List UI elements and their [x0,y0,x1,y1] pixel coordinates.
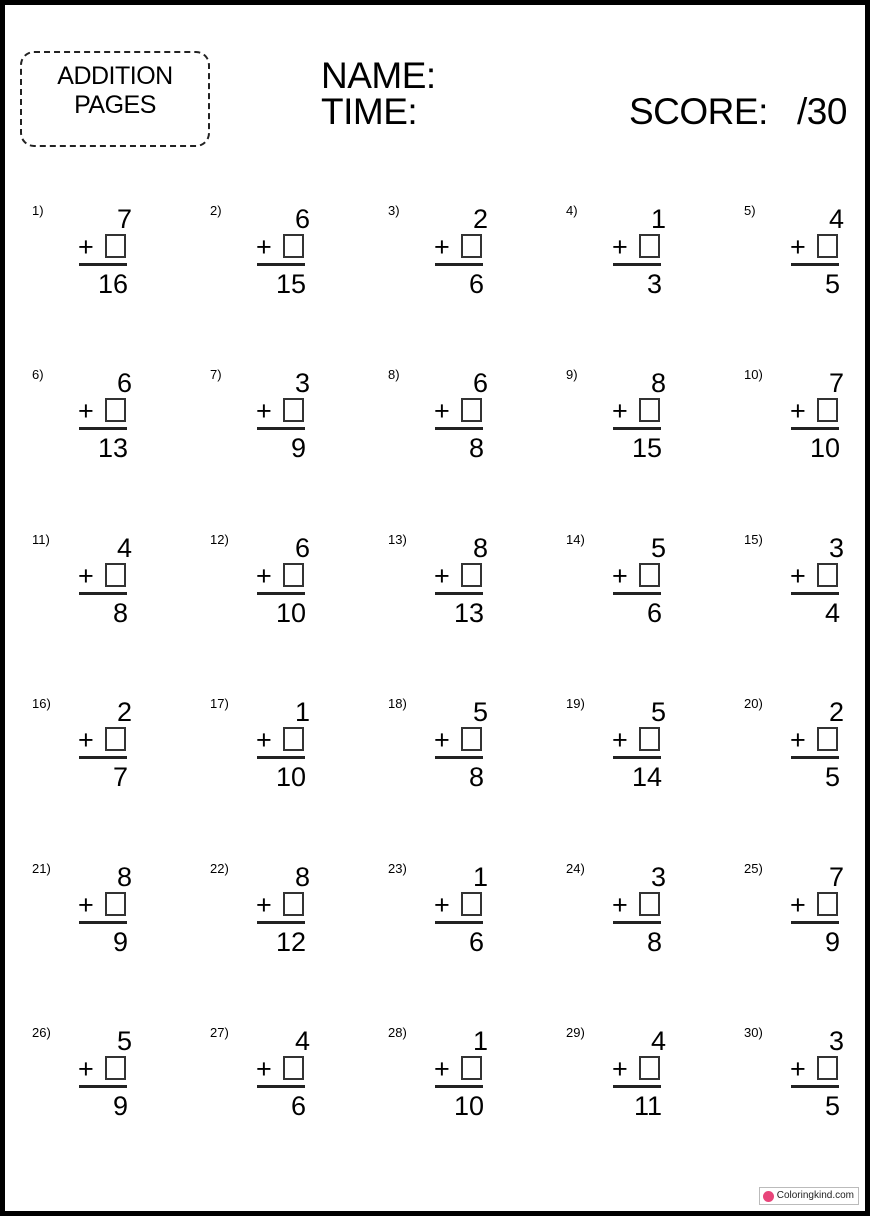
sum-rule [257,263,305,266]
addend: 4 [650,1026,666,1056]
sum: 8 [468,762,484,792]
plus-sign: + [434,232,450,262]
plus-sign: + [78,890,94,920]
sum-rule [613,1085,661,1088]
plus-sign: + [434,561,450,591]
addend: 5 [472,697,488,727]
answer-box[interactable] [817,892,838,916]
problem-1 [32,203,132,323]
answer-box[interactable] [283,892,304,916]
addend: 6 [294,533,310,563]
sum: 12 [275,927,306,957]
answer-box[interactable] [283,234,304,258]
problem-30 [744,1025,844,1145]
sum: 6 [468,269,484,299]
problem-number: 13) [388,532,407,547]
problem-3 [388,203,488,323]
addend: 3 [828,533,844,563]
sum: 5 [824,1091,840,1121]
problem-number: 6) [32,367,44,382]
answer-box[interactable] [105,234,126,258]
problem-number: 14) [566,532,585,547]
plus-sign: + [612,561,628,591]
sum-rule [79,1085,127,1088]
problem-number: 8) [388,367,400,382]
plus-sign: + [78,1054,94,1084]
problem-25 [744,861,844,981]
sum: 4 [824,598,840,628]
sum: 15 [275,269,306,299]
problem-number: 28) [388,1025,407,1040]
sum: 6 [468,927,484,957]
problem-number: 2) [210,203,222,218]
score-total: /30 [797,91,847,132]
plus-sign: + [434,890,450,920]
sum-rule [435,263,483,266]
addend: 6 [116,368,132,398]
plus-sign: + [790,725,806,755]
problem-number: 4) [566,203,578,218]
problem-11 [32,532,132,652]
sum-rule [79,427,127,430]
answer-box[interactable] [105,563,126,587]
sum-rule [791,921,839,924]
plus-sign: + [612,232,628,262]
sum: 14 [631,762,662,792]
sum-rule [791,756,839,759]
sum: 13 [97,433,128,463]
sum-rule [79,592,127,595]
problem-13 [388,532,488,652]
sum-rule [613,263,661,266]
problem-18 [388,696,488,816]
addend: 2 [472,204,488,234]
sum-rule [257,427,305,430]
addend: 7 [828,862,844,892]
addend: 8 [472,533,488,563]
sum-rule [257,1085,305,1088]
addend: 3 [294,368,310,398]
addend: 8 [650,368,666,398]
problem-21 [32,861,132,981]
plus-sign: + [612,890,628,920]
watermark-logo-icon [763,1191,774,1202]
sum-rule [613,427,661,430]
watermark-text: Coloringkind.com [776,1190,854,1201]
problem-19 [566,696,666,816]
problem-number: 19) [566,696,585,711]
sum-rule [791,427,839,430]
sum: 5 [824,269,840,299]
sum-rule [435,592,483,595]
addend: 7 [828,368,844,398]
problem-number: 9) [566,367,578,382]
name-label: NAME: [321,55,436,96]
plus-sign: + [256,890,272,920]
sum: 6 [646,598,662,628]
problem-20 [744,696,844,816]
problem-22 [210,861,310,981]
sum-rule [257,756,305,759]
plus-sign: + [790,396,806,426]
addend: 5 [116,1026,132,1056]
sum: 5 [824,762,840,792]
addend: 8 [294,862,310,892]
problem-16 [32,696,132,816]
problem-2 [210,203,310,323]
answer-box[interactable] [105,398,126,422]
answer-box[interactable] [817,727,838,751]
addend: 7 [116,204,132,234]
problem-number: 15) [744,532,763,547]
worksheet-page [5,5,865,1211]
problem-23 [388,861,488,981]
sum: 8 [646,927,662,957]
plus-sign: + [256,561,272,591]
problem-number: 5) [744,203,756,218]
answer-box[interactable] [283,398,304,422]
answer-box[interactable] [639,398,660,422]
sum: 8 [468,433,484,463]
plus-sign: + [790,890,806,920]
problem-number: 1) [32,203,44,218]
plus-sign: + [78,725,94,755]
sum-rule [791,1085,839,1088]
addend: 6 [472,368,488,398]
plus-sign: + [612,725,628,755]
problem-number: 7) [210,367,222,382]
sum: 9 [824,927,840,957]
sum: 8 [112,598,128,628]
problem-number: 10) [744,367,763,382]
sum-rule [435,921,483,924]
addend: 3 [828,1026,844,1056]
sum: 16 [97,269,128,299]
problem-27 [210,1025,310,1145]
plus-sign: + [78,561,94,591]
plus-sign: + [78,232,94,262]
score-label: SCORE: [629,91,768,132]
answer-box[interactable] [461,1056,482,1080]
addend: 3 [650,862,666,892]
sum: 10 [809,433,840,463]
problem-28 [388,1025,488,1145]
plus-sign: + [612,1054,628,1084]
sum: 10 [275,598,306,628]
answer-box[interactable] [639,563,660,587]
problem-number: 30) [744,1025,763,1040]
addend: 5 [650,533,666,563]
problem-number: 22) [210,861,229,876]
answer-box[interactable] [639,234,660,258]
problem-5 [744,203,844,323]
addend: 6 [294,204,310,234]
sum-rule [791,263,839,266]
plus-sign: + [790,1054,806,1084]
answer-box[interactable] [283,563,304,587]
addend: 2 [828,697,844,727]
sum-rule [79,921,127,924]
problem-9 [566,367,666,487]
problem-number: 12) [210,532,229,547]
problem-29 [566,1025,666,1145]
addend: 8 [116,862,132,892]
problem-17 [210,696,310,816]
problem-number: 3) [388,203,400,218]
sum-rule [613,592,661,595]
answer-box[interactable] [105,727,126,751]
problem-number: 16) [32,696,51,711]
sum: 15 [631,433,662,463]
addend: 4 [294,1026,310,1056]
plus-sign: + [256,1054,272,1084]
addend: 4 [828,204,844,234]
answer-box[interactable] [283,1056,304,1080]
plus-sign: + [434,725,450,755]
sum-rule [435,427,483,430]
plus-sign: + [434,1054,450,1084]
answer-box[interactable] [283,727,304,751]
plus-sign: + [78,396,94,426]
sum: 3 [646,269,662,299]
addend: 1 [472,1026,488,1056]
sum: 6 [290,1091,306,1121]
problem-12 [210,532,310,652]
plus-sign: + [434,396,450,426]
problem-15 [744,532,844,652]
sum: 7 [112,762,128,792]
plus-sign: + [256,725,272,755]
sum-rule [435,756,483,759]
problem-14 [566,532,666,652]
problem-number: 11) [32,532,50,547]
sum: 13 [453,598,484,628]
problem-number: 18) [388,696,407,711]
answer-box[interactable] [461,234,482,258]
plus-sign: + [256,396,272,426]
addend: 5 [650,697,666,727]
watermark [759,1187,859,1205]
problem-number: 23) [388,861,407,876]
sum-rule [257,592,305,595]
plus-sign: + [790,561,806,591]
sum-rule [79,756,127,759]
answer-box[interactable] [461,727,482,751]
answer-box[interactable] [461,563,482,587]
answer-box[interactable] [461,398,482,422]
answer-box[interactable] [639,892,660,916]
addend: 1 [650,204,666,234]
addend: 2 [116,697,132,727]
plus-sign: + [790,232,806,262]
title-badge [20,51,210,147]
sum: 9 [112,1091,128,1121]
sum-rule [613,921,661,924]
problem-number: 24) [566,861,585,876]
title-line-2: PAGES [74,91,156,119]
sum-rule [257,921,305,924]
plus-sign: + [612,396,628,426]
addend: 1 [294,697,310,727]
answer-box[interactable] [105,1056,126,1080]
answer-box[interactable] [817,1056,838,1080]
title-line-1: ADDITION [57,62,173,90]
answer-box[interactable] [639,727,660,751]
answer-box[interactable] [817,563,838,587]
problem-8 [388,367,488,487]
answer-box[interactable] [817,234,838,258]
problem-10 [744,367,844,487]
problem-number: 29) [566,1025,585,1040]
problem-number: 17) [210,696,229,711]
problem-number: 25) [744,861,763,876]
problem-7 [210,367,310,487]
problem-24 [566,861,666,981]
answer-box[interactable] [105,892,126,916]
addend: 4 [116,533,132,563]
sum: 10 [275,762,306,792]
answer-box[interactable] [461,892,482,916]
problem-number: 21) [32,861,51,876]
answer-box[interactable] [817,398,838,422]
sum: 10 [453,1091,484,1121]
sum-rule [79,263,127,266]
addend: 1 [472,862,488,892]
time-label: TIME: [321,91,418,132]
sum: 9 [290,433,306,463]
sum: 9 [112,927,128,957]
problem-number: 20) [744,696,763,711]
problem-number: 27) [210,1025,229,1040]
problem-number: 26) [32,1025,51,1040]
problem-26 [32,1025,132,1145]
answer-box[interactable] [639,1056,660,1080]
sum: 11 [633,1091,662,1121]
plus-sign: + [256,232,272,262]
sum-rule [613,756,661,759]
problem-6 [32,367,132,487]
problem-4 [566,203,666,323]
sum-rule [791,592,839,595]
sum-rule [435,1085,483,1088]
